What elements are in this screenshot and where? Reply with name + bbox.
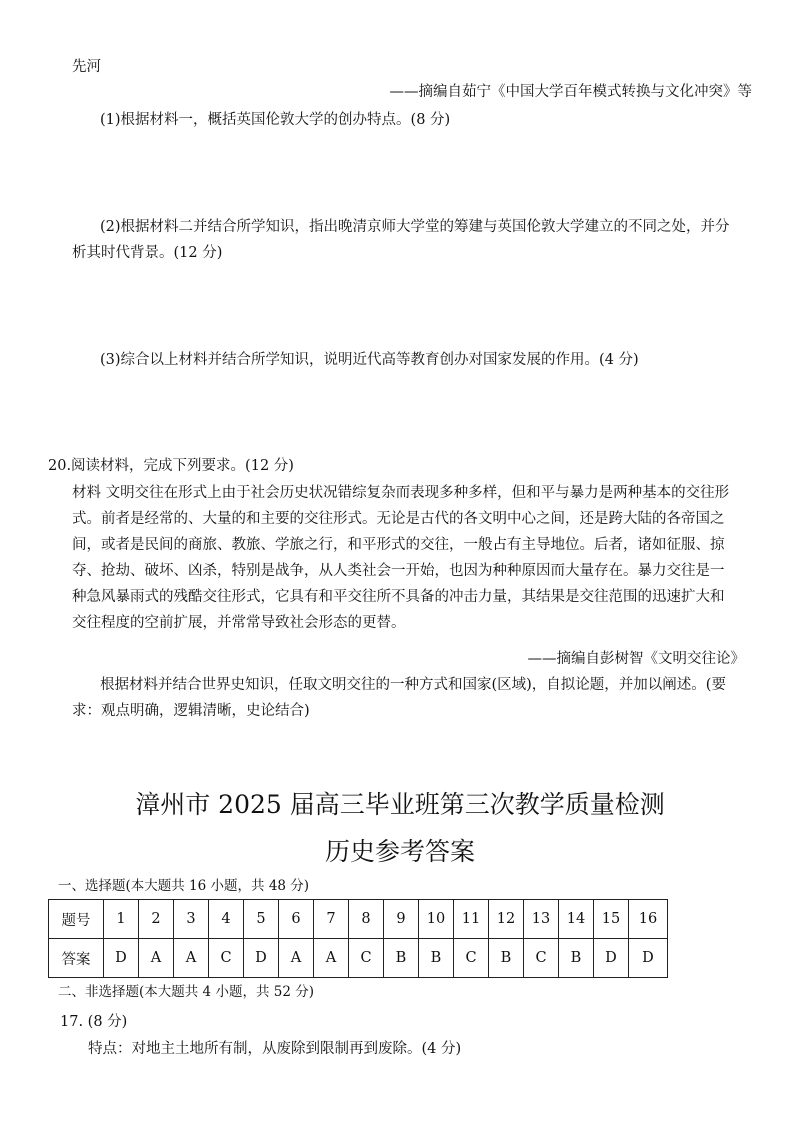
row-label: 题号 bbox=[49, 900, 104, 939]
answer-cell: A bbox=[314, 939, 349, 978]
answer-cell: D bbox=[244, 939, 279, 978]
question-number-cell: 12 bbox=[489, 900, 524, 939]
question-number-cell: 10 bbox=[419, 900, 454, 939]
q20-source: ——摘编自彭树智《文明交往论》 bbox=[527, 651, 745, 667]
row-label: 答案 bbox=[49, 939, 104, 978]
answer-cell: B bbox=[489, 939, 524, 978]
question-number-cell: 14 bbox=[559, 900, 594, 939]
q19-sub1: (1)根据材料一，概括英国伦敦大学的创办特点。(8 分) bbox=[100, 112, 451, 128]
question-number-cell: 6 bbox=[279, 900, 314, 939]
q20-material-line: 式。前者是经常的、大量的和主要的交往形式。无论是古代的各文明中心之间，还是跨大陆的各帝国之 bbox=[72, 511, 725, 527]
q20-question-line2: 求：观点明确，逻辑清晰，史论结合) bbox=[72, 703, 310, 719]
answer-cell: B bbox=[559, 939, 594, 978]
answer-cell: A bbox=[174, 939, 209, 978]
answers-title: 漳州市 2025 届高三毕业班第三次教学质量检测 bbox=[135, 790, 665, 819]
question-number-cell: 16 bbox=[629, 900, 668, 939]
answer-cell: B bbox=[419, 939, 454, 978]
answer-cell: C bbox=[524, 939, 559, 978]
question-number-cell: 2 bbox=[139, 900, 174, 939]
q17-heading: 17. (8 分) bbox=[60, 1014, 128, 1030]
question-number-cell: 7 bbox=[314, 900, 349, 939]
answer-cell: A bbox=[279, 939, 314, 978]
section1-heading: 一、选择题(本大题共 16 小题，共 48 分) bbox=[58, 878, 310, 894]
table-row-numbers bbox=[49, 900, 668, 939]
question-number-cell: 13 bbox=[524, 900, 559, 939]
answer-cell: D bbox=[594, 939, 629, 978]
question-number-cell: 4 bbox=[209, 900, 244, 939]
answers-subtitle: 历史参考答案 bbox=[324, 837, 475, 866]
question-number-cell: 3 bbox=[174, 900, 209, 939]
section2-heading: 二、非选择题(本大题共 4 小题，共 52 分) bbox=[58, 984, 314, 1000]
q19-sub2-line1: (2)根据材料二并结合所学知识，指出晚清京师大学堂的筹建与英国伦敦大学建立的不同之处，并分 bbox=[100, 219, 730, 235]
answer-cell: C bbox=[454, 939, 489, 978]
q20-material-line: 间，或者是民间的商旅、教旅、学旅之行，和平形式的交往，一般占有主导地位。后者，诸如征服、掠 bbox=[72, 537, 725, 553]
table-row-answers bbox=[49, 939, 668, 978]
answer-cell: D bbox=[629, 939, 668, 978]
q20-material-line: 材料 文明交往在形式上由于社会历史状况错综复杂而表现多种多样，但和平与暴力是两种基本的交往形 bbox=[72, 485, 730, 501]
answer-cell: C bbox=[209, 939, 244, 978]
question-number-cell: 1 bbox=[104, 900, 139, 939]
answer-cell: B bbox=[384, 939, 419, 978]
question-number-cell: 9 bbox=[384, 900, 419, 939]
question-number-cell: 11 bbox=[454, 900, 489, 939]
q20-material-line: 夺、抢劫、破坏、凶杀，特别是战争，从人类社会一开始，也因为种种原因而大量存在。暴力交往是一 bbox=[72, 563, 725, 579]
answer-cell: D bbox=[104, 939, 139, 978]
answer-cell: A bbox=[139, 939, 174, 978]
answer-cell: C bbox=[349, 939, 384, 978]
answer-table bbox=[48, 899, 668, 978]
q19-source: ——摘编自茹宁《中国大学百年模式转换与文化冲突》等 bbox=[389, 84, 752, 100]
q20-material-line: 交往程度的空前扩展，并常常导致社会形态的更替。 bbox=[72, 615, 406, 631]
q19-sub3: (3)综合以上材料并结合所学知识，说明近代高等教育创办对国家发展的作用。(4 分) bbox=[100, 352, 639, 368]
question-number-cell: 15 bbox=[594, 900, 629, 939]
q20-heading: 20.阅读材料，完成下列要求。(12 分) bbox=[48, 458, 294, 474]
question-number-cell: 5 bbox=[244, 900, 279, 939]
q20-question-line1: 根据材料并结合世界史知识，任取文明交往的一种方式和国家(区域)，自拟论题，并加以阐述。(要 bbox=[100, 677, 726, 693]
q20-material-line: 种急风暴雨式的残酷交往形式，它具有和平交往所不具备的冲击力量，其结果是交往范围的迅速扩大和 bbox=[72, 589, 725, 605]
q17-point: 特点：对地主土地所有制，从废除到限制再到废除。(4 分) bbox=[88, 1041, 462, 1057]
q19-sub2-line2: 析其时代背景。(12 分) bbox=[72, 245, 223, 261]
q19-material-tail: 先河 bbox=[72, 59, 101, 75]
question-number-cell: 8 bbox=[349, 900, 384, 939]
